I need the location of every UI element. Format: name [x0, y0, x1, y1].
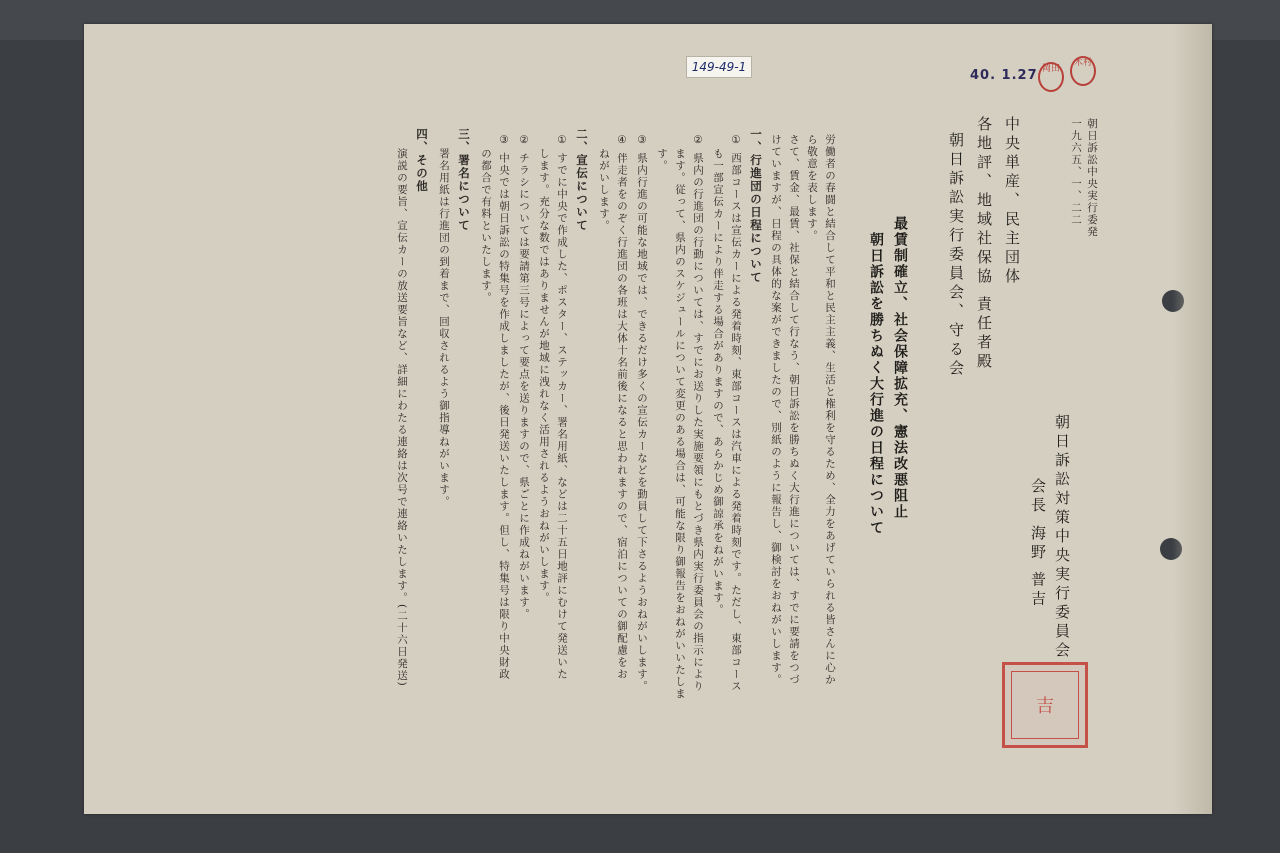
body-line: も一部宣伝カーにより伴走する場合がありますので、あらかじめ御諒承をねがいます。	[712, 148, 724, 616]
body-line: ③ 中央では朝日訴訟の特集号を作成しましたが、後日発送いたします。但し、特集号は限り中央財政	[498, 134, 510, 681]
body-line: ② 県内の行進団の行動については、すでにお送りした実施要領にもとづき県内実行委員会の指示により	[692, 134, 704, 693]
body-line: ① すでに中央で作成した、ポスター、ステッカー、署名用紙、などは二十五日地評にむけて発送いた	[556, 134, 568, 681]
section-heading-4: 四、その他	[415, 128, 429, 193]
body-line: けていますが、日程の具体的な案ができましたので、別紙のように報告し、御検討をおねがいします。	[770, 134, 782, 686]
body-line: ら敬意を表します。	[806, 134, 818, 242]
stamp-left: 岡田	[1038, 62, 1064, 92]
received-date: 40. 1.27	[970, 68, 1038, 83]
body-line: ① 西部コースは宣伝カーによる発着時刻、東部コースは汽車による発着時刻です。ただし、東部コース	[730, 134, 742, 693]
sender-name: 会長 海野 普吉	[1029, 478, 1047, 610]
section-heading-2: 二、宣伝について	[575, 128, 589, 232]
body-line: ③ 県内行進の可能な地域では、できるだけ多くの宣伝カーなどを動員して下さるようおねがいします。	[636, 134, 648, 693]
stamp-right: 木村	[1070, 56, 1096, 86]
body-line: の都合で有料といたします。	[480, 148, 492, 304]
body-line: ます。従って、県内のスケジュールについて変更のある場合は、可能な限り御報告をおねがいいたしま	[674, 148, 686, 700]
body-line: 演説の要旨、宣伝カーの放送要旨など、詳細にわたる連絡は次号で連絡いたします。(二十六日発送)	[396, 148, 408, 688]
issuer-line: 朝日訴訟中央実行委発	[1086, 118, 1098, 238]
body-line: さて、賃金、最賃、社保と結合して行なう、朝日訴訟を勝ちぬく大行進については、すでに要請をつづ	[788, 134, 800, 686]
section-heading-3: 三、署名について	[457, 128, 471, 232]
addressee-1: 中央単産、民主団体	[1003, 116, 1021, 287]
sender-org: 朝日訴訟対策中央実行委員会	[1053, 414, 1071, 661]
section-heading-1: 一、行進団の日程について	[749, 128, 763, 284]
square-seal	[1002, 662, 1088, 748]
body-line: す。	[656, 148, 668, 172]
body-line: 署名用紙は行進団の到着まで、回収されるよう御指導ねがいます。	[438, 148, 450, 508]
addressee-2: 各地評、地域社保協 責任者殿	[975, 116, 993, 372]
body-line: します。充分な数ではありませんが地域に洩れなく活用されるようおねがいします。	[538, 148, 550, 604]
punch-hole-bottom	[1160, 538, 1182, 560]
issue-date: 一九六五、一、二二	[1070, 118, 1082, 226]
body-line: ④ 伴走者をのぞく行進団の各班は大体十名前後になると思われますので、宿泊についての御配慮をお	[616, 134, 628, 681]
body-line: ねがいします。	[598, 148, 610, 232]
addressee-3: 朝日訴訟実行委員会、守る会	[947, 132, 965, 379]
title-line-2: 朝日訴訟を勝ちぬく大行進の日程について	[868, 232, 884, 536]
seal-inner-border	[1011, 671, 1079, 739]
handwritten-id-label: 149-49-1	[686, 56, 752, 78]
body-line: 労働者の春闘と結合して平和と民主主義、生活と権利を守るため、全力をあげていられる皆さんに心か	[824, 134, 836, 686]
title-line-1: 最賃制確立、社会保障拡充、憲法改悪阻止	[892, 216, 908, 520]
seal-text: 吉	[1036, 696, 1054, 717]
body-line: ② チラシについては要請第三号によって要点を送りますので、県ごとに作成ねがいます。	[518, 134, 530, 621]
punch-hole-top	[1162, 290, 1184, 312]
